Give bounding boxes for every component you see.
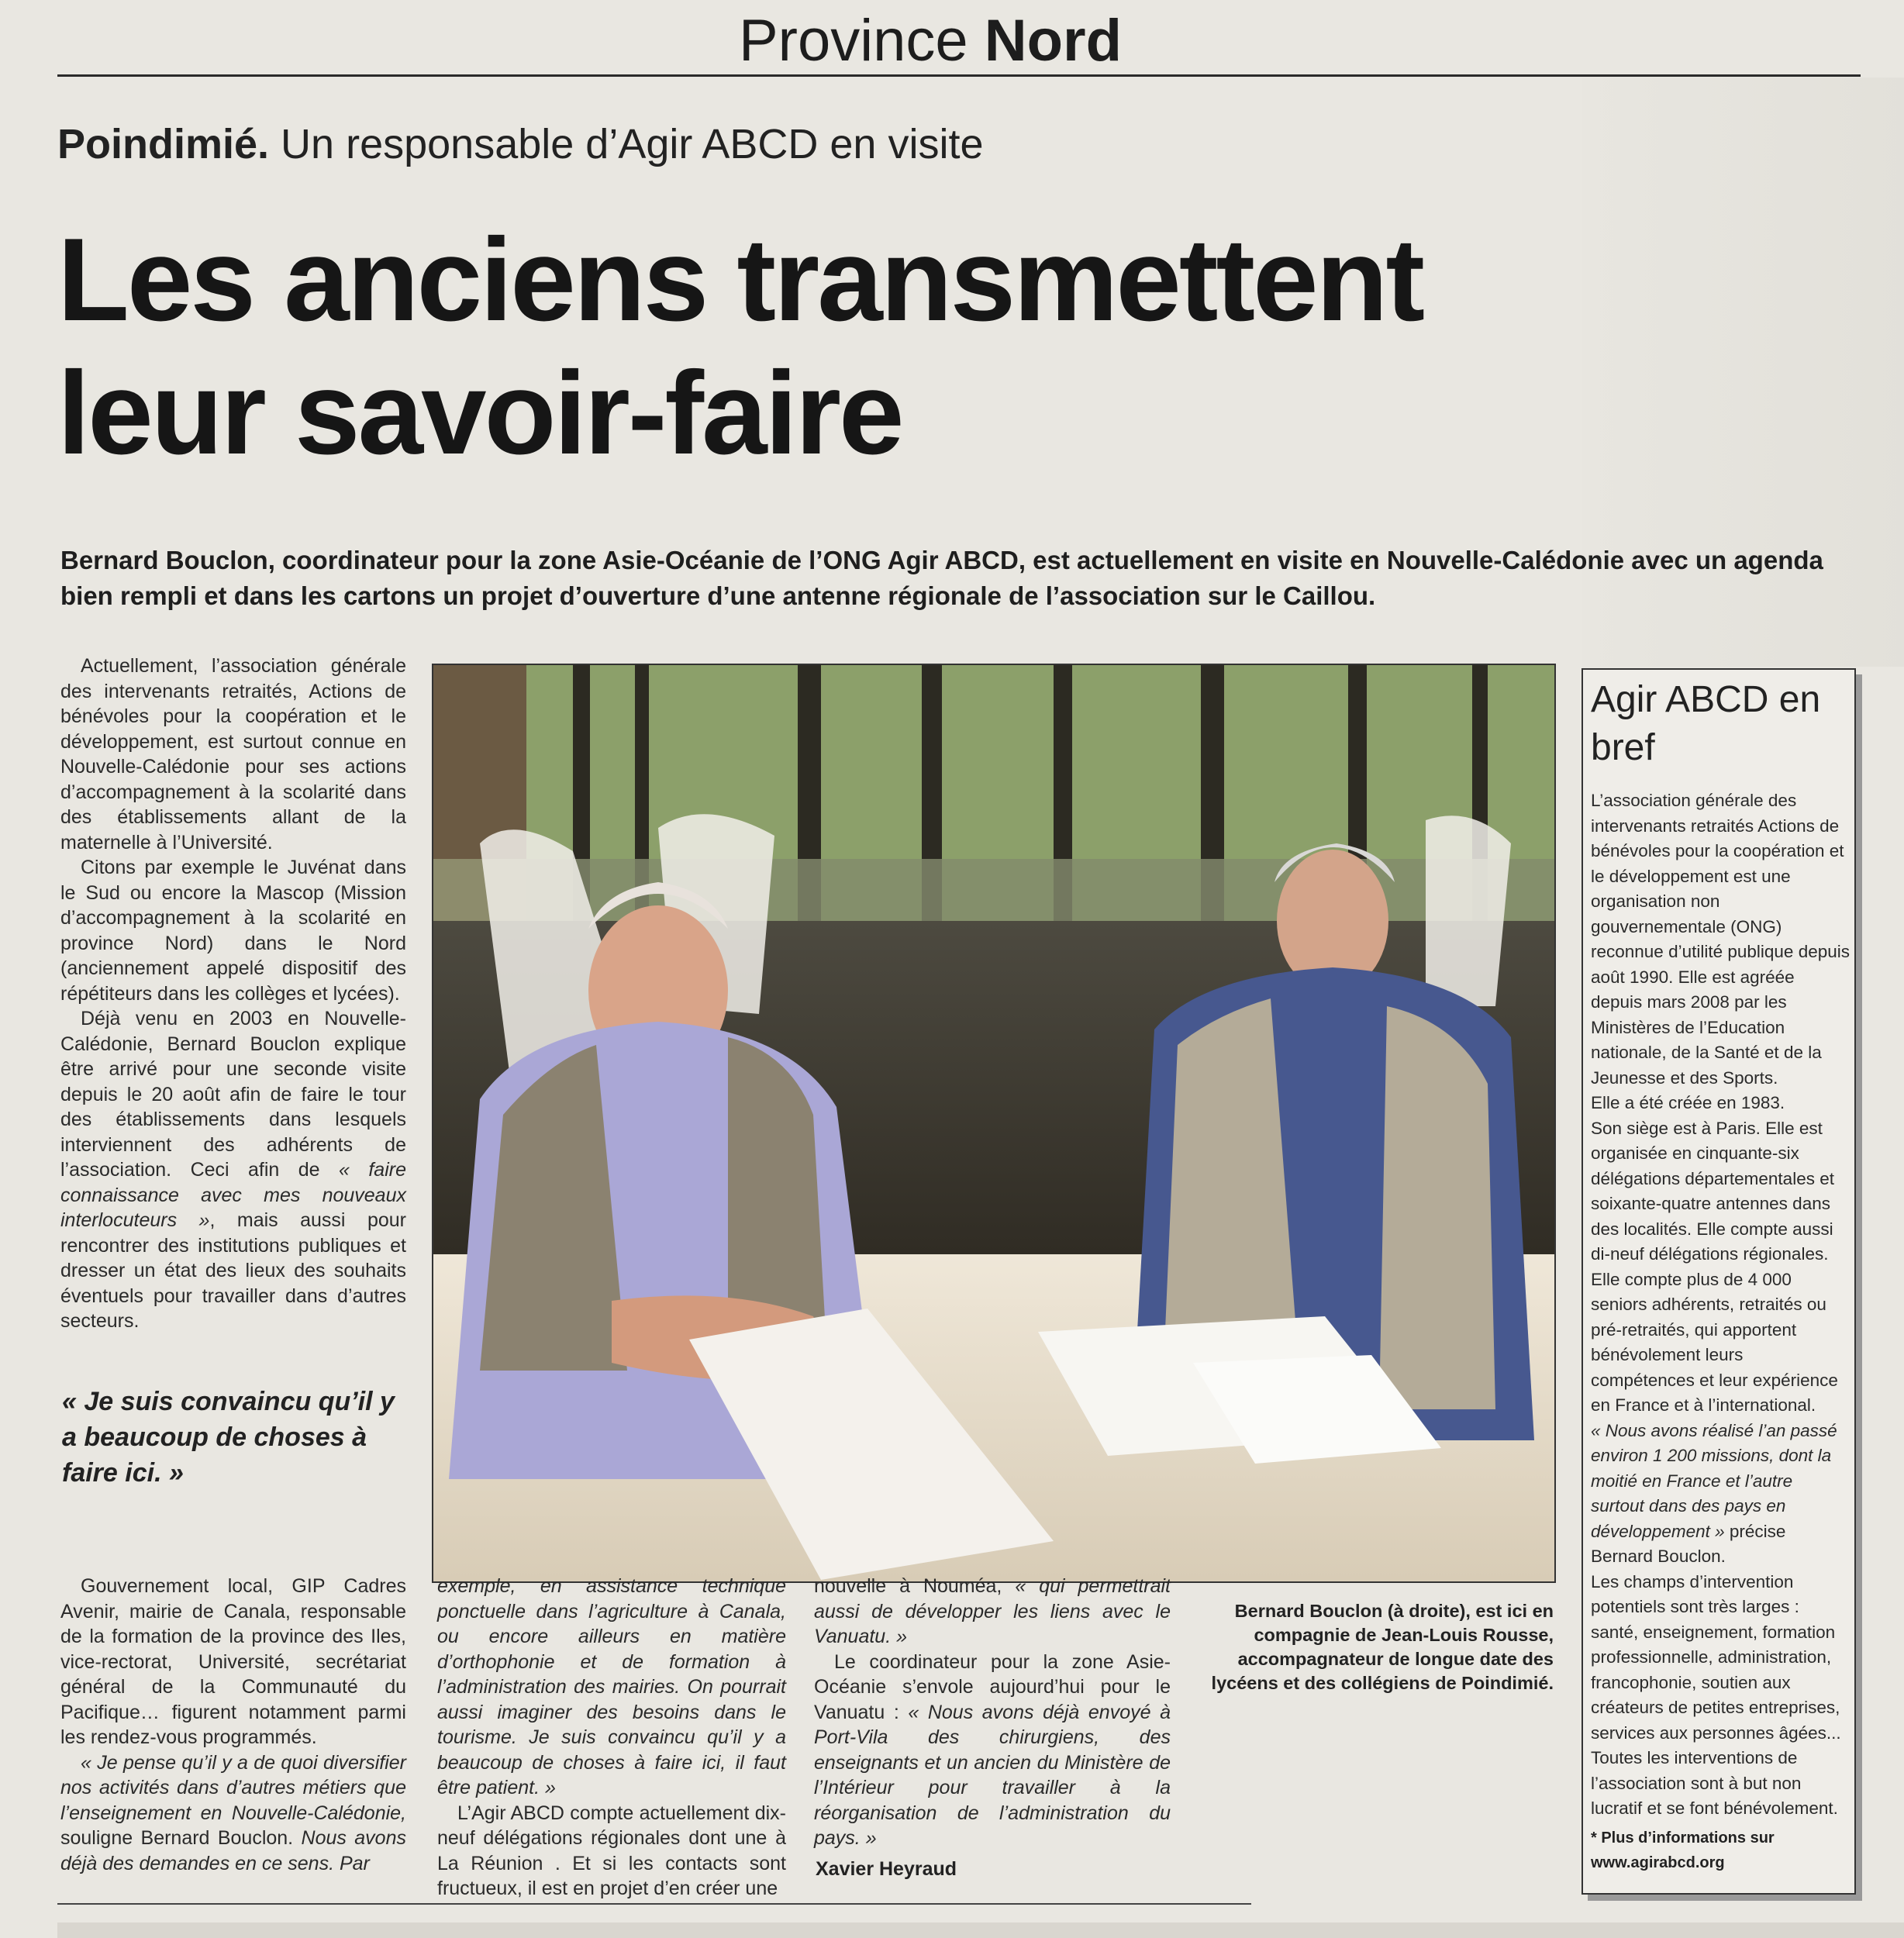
paragraph: Gouvernement local, GIP Cadres Avenir, mairie de Canala, responsable de la formation de la province des Iles, vice-rectorat, Université, secrétariat général de la Communauté du Pacifique… figurent notamment parmi les rendez-vous programmés. xyxy=(60,1575,406,1748)
kicker-place: Poindimié. xyxy=(57,121,270,167)
paragraph xyxy=(814,1574,1171,1650)
photo-caption: Bernard Bouclon (à droite), est ici en compagnie de Jean-Louis Rousse, accompagnateur de longue date des lycéens et des collégiens de Poindimié. xyxy=(1211,1601,1554,1693)
paragraph: L’Agir ABCD compte actuellement dix-neuf délégations régionales dont une à La Réunion . Et si les contacts sont fructueux, il est en projet d’en créer une xyxy=(437,1802,786,1899)
photo-illustration xyxy=(433,665,1554,1581)
byline: Xavier Heyraud xyxy=(816,1858,957,1880)
quote-run: « faire connaissance avec mes nouveaux interlocuteurs » xyxy=(60,1159,406,1231)
quote-run: Nous avons déjà des demandes en ce sens. Par xyxy=(60,1827,406,1874)
paragraph xyxy=(814,1650,1171,1851)
article-column-4 xyxy=(814,1574,1171,1851)
sidebar-paragraph: Les champs d’intervention potentiels sont très larges : santé, enseignement, formation professionnelle, administration, francophonie, soutien aux créateurs de petites entreprises, services aux personnes âgées... xyxy=(1591,1571,1841,1743)
sidebar-footnote-line: * Plus d’informations sur xyxy=(1591,1829,1775,1847)
sidebar-title: Agir ABCD en bref xyxy=(1591,679,1821,768)
quote-run: « Nous avons déjà envoyé à Port-Vila des chirurgiens, des enseignants et un ancien du Ministère de l’Intérieur pour travailler à la réorganisation de l’administration du pays. » xyxy=(814,1701,1171,1849)
paragraph xyxy=(60,1750,406,1877)
article-column-1 xyxy=(60,653,406,1334)
paragraph: Actuellement, l’association générale des intervenants retraités, Actions de bénévoles pour la coopération et le développement, est surtout connue en Nouvelle-Calédonie pour ses actions d’accompagnement à la scolarité dans des établissements allant de la maternelle à l’Université. xyxy=(60,655,406,853)
text-run: Le coordinateur pour la zone Asie-Océanie s’envole aujourd’hui pour le Vanuatu : xyxy=(814,1650,1171,1723)
kicker-text: Un responsable d’Agir ABCD en visite xyxy=(269,121,984,167)
section-title xyxy=(0,6,1861,76)
quote-run: « qui permettrait aussi de développer les liens avec le Vanuatu. » xyxy=(814,1575,1171,1647)
headline-line-2: leur savoir-faire xyxy=(57,347,902,479)
text-run: Déjà venu en 2003 en Nouvelle-Calédonie, Bernard Bouclon explique être arrivé pour une seconde visite depuis le 20 août afin de faire le tour des établissements dans lesquels interviennent des adhérents de l’association. Ceci afin de xyxy=(60,1008,406,1181)
quote-run: « Je pense qu’il y a de quoi diversifier nos activités dans d’autres métiers que l’enseignement en Nouvelle-Calédonie, xyxy=(60,1751,406,1824)
headline xyxy=(57,213,1608,480)
bottom-rule xyxy=(57,1903,1251,1905)
sidebar-paragraph xyxy=(1591,1419,1851,1570)
sidebar-paragraph: Elle compte plus de 4 000 seniors adhérents, retraités ou pré-retraités, qui apportent bénévolement leurs compétences et leur expérience en France et à l’international. xyxy=(1591,1269,1838,1415)
top-rule xyxy=(57,74,1861,77)
sidebar-paragraph: Elle a été créée en 1983. xyxy=(1591,1093,1785,1112)
pull-quote: « Je suis convaincu qu’il y a beaucoup de choses à faire ici. » xyxy=(62,1387,395,1488)
kicker xyxy=(57,118,984,171)
text-run: souligne Bernard Bouclon. xyxy=(60,1827,302,1849)
sidebar-paragraph: L’association générale des intervenants retraités Actions de bénévoles pour la coopération et le développement est une organisation non gouvernementale (ONG) reconnue d’utilité publique depuis août 1990. Elle est agréée depuis mars 2008 par les Ministères de l’Education nationale, de la Santé et de la Jeunesse et des Sports. xyxy=(1591,791,1850,1088)
text-run: nouvelle à Nouméa, xyxy=(814,1575,1016,1597)
article-photo xyxy=(432,664,1556,1583)
sidebar-website: www.agirabcd.org xyxy=(1591,1854,1725,1871)
paragraph xyxy=(60,1006,406,1334)
section-title-bold: Nord xyxy=(984,8,1123,74)
headline-line-1: Les anciens transmettent xyxy=(57,214,1423,346)
text-run: , mais aussi pour rencontrer des institutions publiques et dresser un état des lieux des souhaits éventuels pour travailler dans d’autres secteurs. xyxy=(60,1209,406,1332)
quote-run: « Nous avons réalisé l’an passé environ 1 200 missions, dont la moitié en France et l’autre surtout dans des pays en développement » xyxy=(1591,1420,1837,1541)
paragraph: Citons par exemple le Juvénat dans le Sud ou encore la Mascop (Mission d’accompagnement à la scolarité en province Nord) dans le Nord (anciennement appelé dispositif des répétiteurs dans les collèges et lycées). xyxy=(60,857,406,1005)
article-column-3 xyxy=(437,1574,786,1902)
article-column-2 xyxy=(60,1574,406,1876)
quote-run: exemple, en assistance technique ponctuelle dans l’agriculture à Canala, ou encore ailleurs en matière d’orthophonie et de formation à l’administration des mairies. On pourrait aussi imaginer des besoins dans le tourisme. Je suis convaincu qu’il y a beaucoup de choses à faire ici, il faut être patient. » xyxy=(437,1575,786,1798)
sidebar-paragraph: Son siège est à Paris. Elle est organisée en cinquante-six délégations départementales et soixante-quatre antennes dans des localités. Elle compte aussi di-neuf délégations régionales. xyxy=(1591,1118,1834,1264)
section-title-light: Province xyxy=(738,8,985,74)
text-run: précise Bernard Bouclon. xyxy=(1591,1521,1786,1566)
sidebar-paragraph: Toutes les interventions de l’association sont à but non lucratif et se font bénévolement. xyxy=(1591,1748,1838,1818)
paragraph xyxy=(437,1574,786,1801)
sidebar-body xyxy=(1591,788,1851,1822)
sidebar-footnote xyxy=(1591,1826,1847,1875)
bottom-strip xyxy=(57,1922,1904,1938)
standfirst: Bernard Bouclon, coordinateur pour la zone Asie-Océanie de l’ONG Agir ABCD, est actuellement en visite en Nouvelle-Calédonie avec un agenda bien rempli et dans les cartons un projet d’ouverture d’une antenne régionale de l’association sur le Caillou. xyxy=(60,546,1823,610)
